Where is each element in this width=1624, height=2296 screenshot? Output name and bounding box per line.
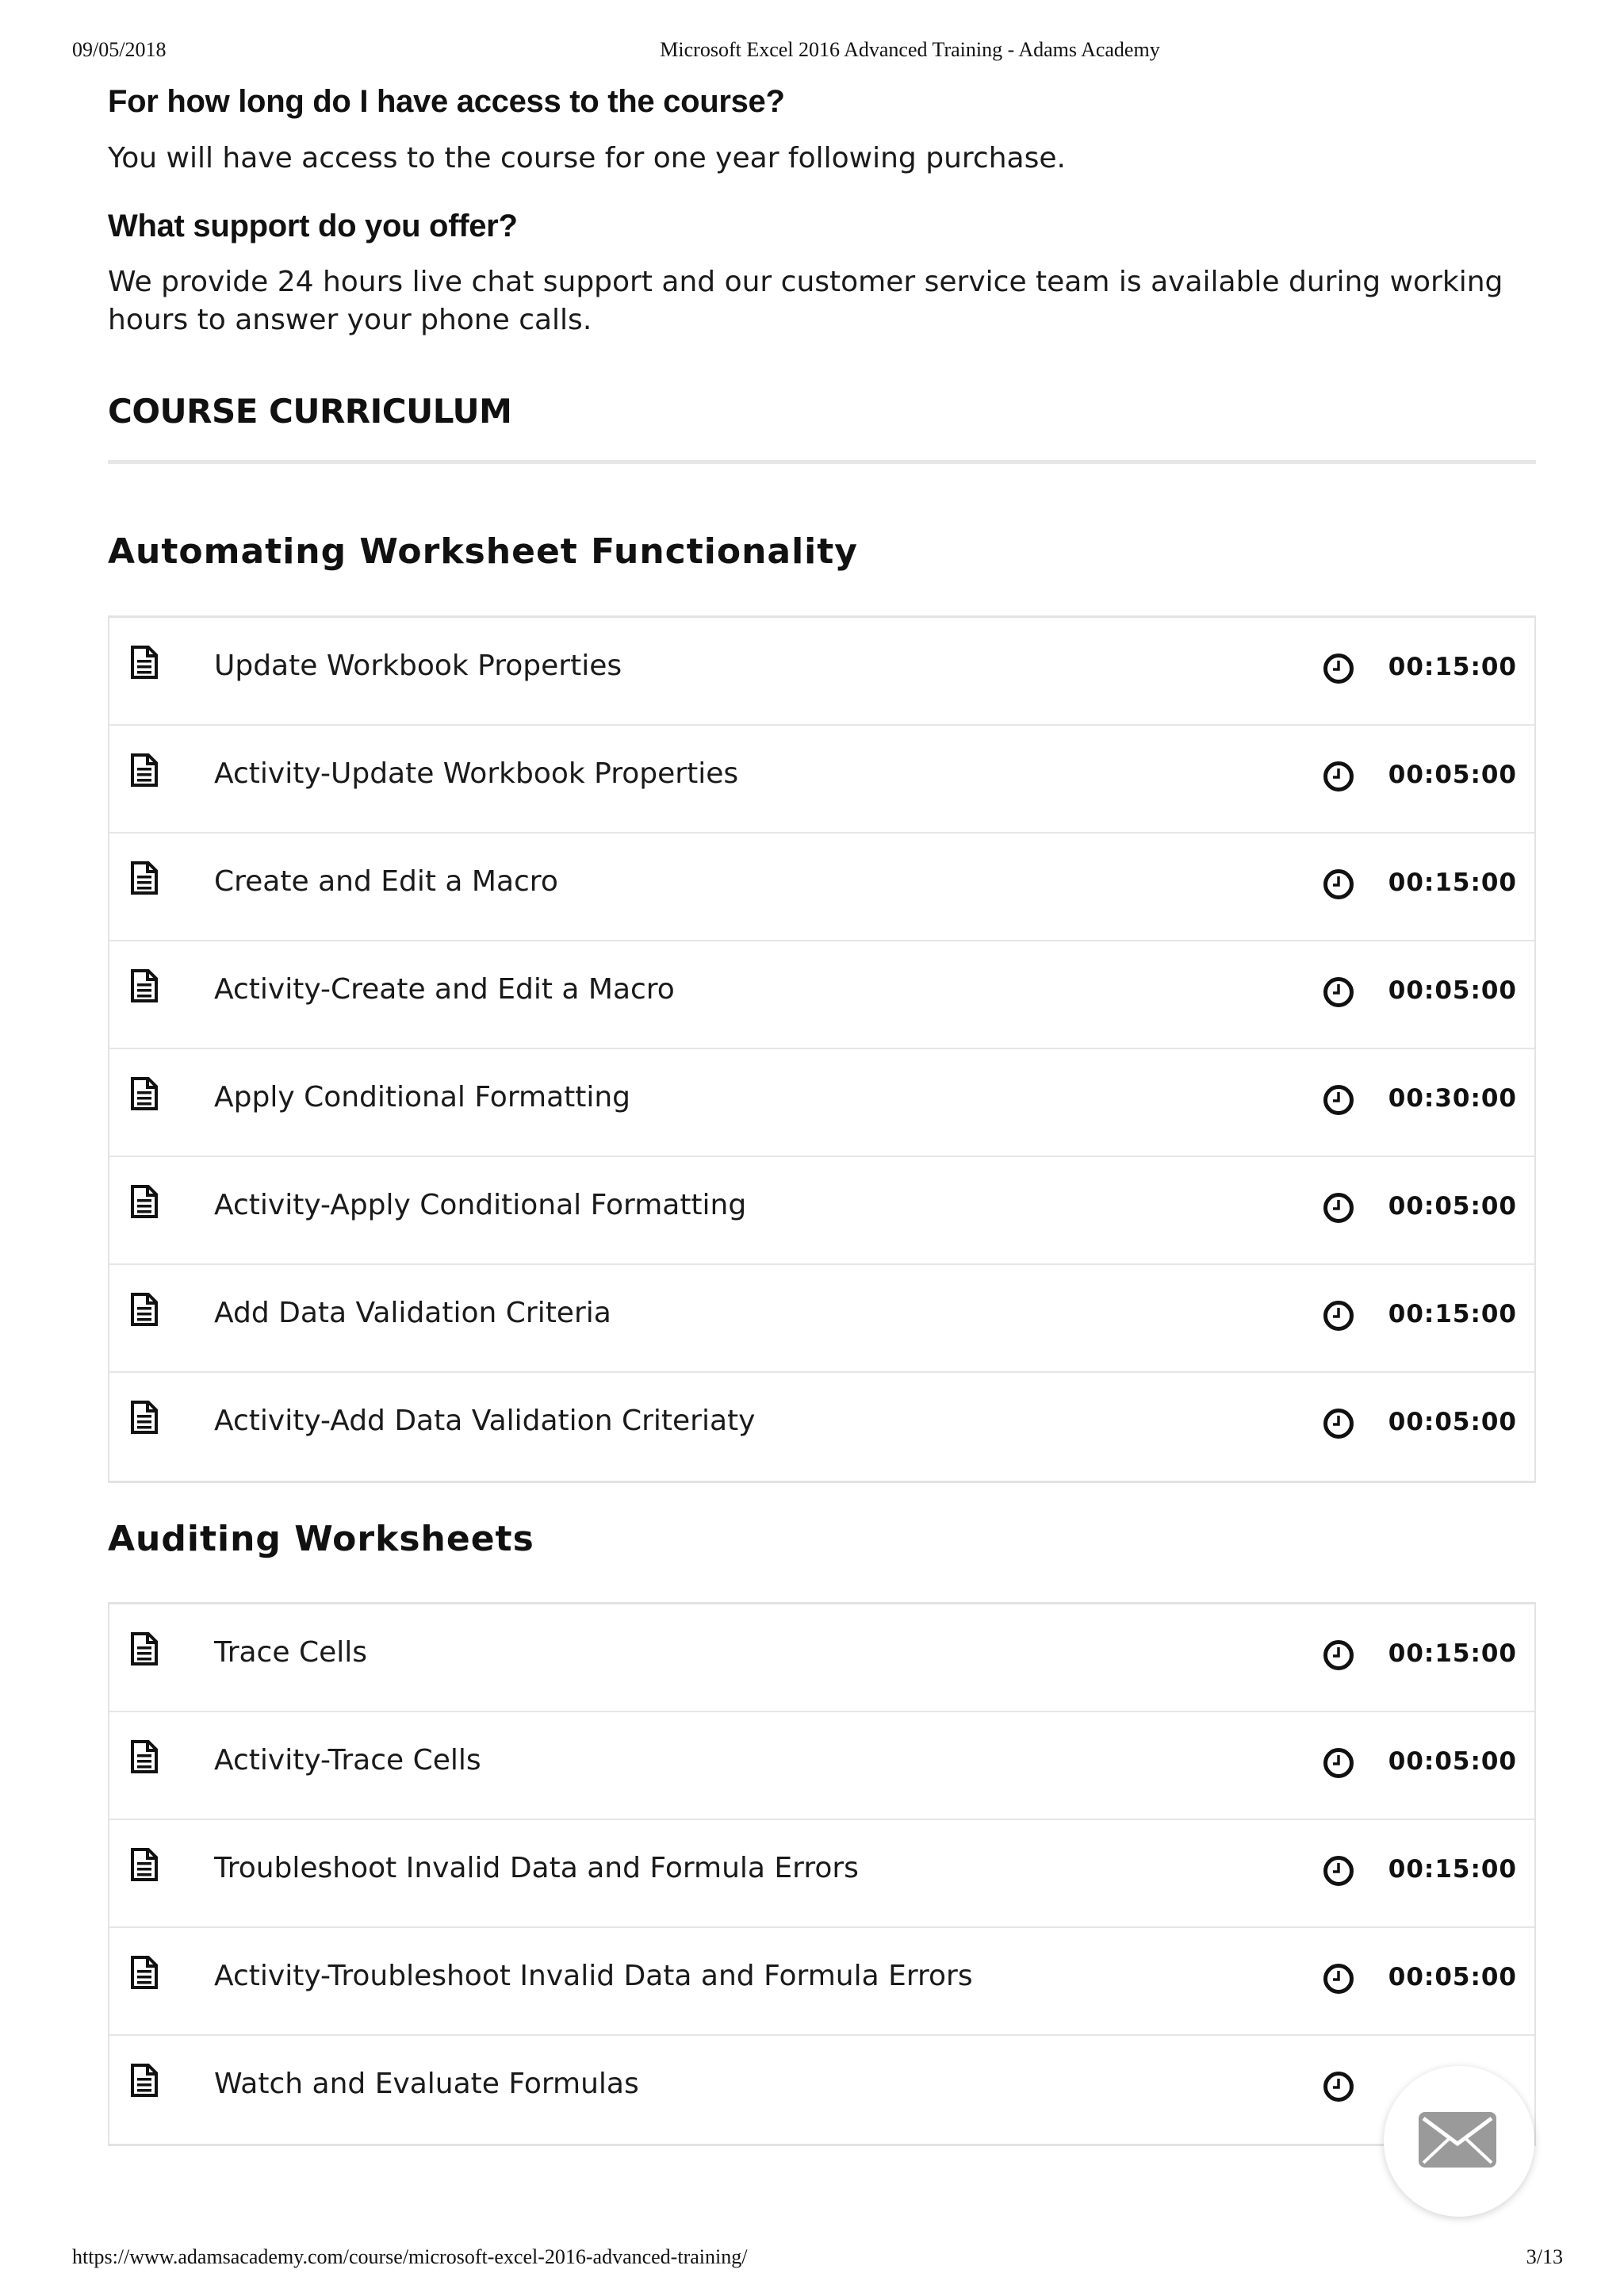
lesson-title: Activity-Apply Conditional Formatting <box>214 1189 747 1221</box>
document-icon <box>130 1955 159 1990</box>
lesson-duration: 00:05:00 <box>1388 1408 1517 1436</box>
lesson-duration: 00:15:00 <box>1388 1855 1517 1884</box>
lesson-row[interactable] <box>109 1820 1534 1928</box>
faq-answer: We provide 24 hours live chat support and our customer service team is available during working hours to answer your phone calls. <box>108 266 1503 336</box>
clock-icon <box>1323 1084 1354 1116</box>
clock-icon <box>1323 1300 1354 1332</box>
lesson-title: Apply Conditional Formatting <box>214 1081 631 1114</box>
chat-button[interactable] <box>1384 2066 1534 2217</box>
clock-icon <box>1323 761 1354 792</box>
lesson-row[interactable] <box>109 941 1534 1049</box>
document-icon <box>130 968 159 1003</box>
lesson-row[interactable] <box>109 1928 1534 2036</box>
document-icon <box>130 1292 159 1327</box>
document-icon <box>130 1847 159 1882</box>
lesson-title: Activity-Add Data Validation Criteriaty <box>214 1405 756 1437</box>
document-icon <box>130 753 159 788</box>
lesson-title: Add Data Validation Criteria <box>214 1297 611 1329</box>
section-title: Auditing Worksheets <box>108 1519 534 1559</box>
lesson-row[interactable] <box>109 726 1534 834</box>
lesson-duration: 00:15:00 <box>1388 1300 1517 1328</box>
clock-icon <box>1323 1408 1354 1439</box>
lesson-duration: 00:15:00 <box>1388 653 1517 681</box>
lesson-row[interactable] <box>109 1157 1534 1265</box>
document-icon <box>130 1076 159 1111</box>
lesson-row[interactable] <box>109 834 1534 941</box>
lesson-row[interactable] <box>109 618 1534 726</box>
lesson-title: Create and Edit a Macro <box>214 865 558 898</box>
lesson-title: Watch and Evaluate Formulas <box>214 2068 639 2100</box>
document-icon <box>130 1184 159 1219</box>
clock-icon <box>1323 2071 1354 2102</box>
lesson-row[interactable] <box>109 1373 1534 1481</box>
faq-question: For how long do I have access to the course? <box>108 84 785 119</box>
mail-icon <box>1419 2112 1496 2168</box>
clock-icon <box>1323 1192 1354 1224</box>
print-footer-url: https://www.adamsacademy.com/course/microsoft-excel-2016-advanced-training/ <box>72 2245 748 2268</box>
clock-icon <box>1323 868 1354 900</box>
lesson-row[interactable] <box>109 1604 1534 1712</box>
clock-icon <box>1323 1639 1354 1671</box>
lesson-title: Trace Cells <box>214 1636 367 1669</box>
print-footer-page-number: 3/13 <box>1526 2245 1563 2268</box>
document-icon <box>130 1739 159 1774</box>
document-icon <box>130 2063 159 2098</box>
divider <box>108 460 1536 464</box>
document-icon <box>130 645 159 680</box>
faq-question: What support do you offer? <box>108 209 518 243</box>
document-icon <box>130 861 159 895</box>
lesson-duration: 00:15:00 <box>1388 1639 1517 1668</box>
lesson-list <box>108 1602 1536 2146</box>
clock-icon <box>1323 1855 1354 1887</box>
print-header-date: 09/05/2018 <box>72 38 167 61</box>
lesson-duration: 00:05:00 <box>1388 976 1517 1005</box>
section-title: Automating Worksheet Functionality <box>108 531 858 572</box>
print-header-title: Microsoft Excel 2016 Advanced Training - Adams Academy <box>660 38 1160 61</box>
lesson-title: Activity-Troubleshoot Invalid Data and Formula Errors <box>214 1960 973 1992</box>
lesson-row[interactable] <box>109 2036 1534 2144</box>
lesson-row[interactable] <box>109 1712 1534 1820</box>
lesson-duration: 00:05:00 <box>1388 761 1517 789</box>
lesson-row[interactable] <box>109 1265 1534 1373</box>
document-icon <box>130 1400 159 1435</box>
clock-icon <box>1323 976 1354 1008</box>
lesson-duration: 00:05:00 <box>1388 1747 1517 1776</box>
lesson-title: Activity-Create and Edit a Macro <box>214 973 675 1006</box>
lesson-title: Update Workbook Properties <box>214 650 622 682</box>
lesson-duration: 00:30:00 <box>1388 1084 1517 1113</box>
lesson-title: Activity-Trace Cells <box>214 1744 481 1777</box>
lesson-duration: 00:05:00 <box>1388 1192 1517 1221</box>
lesson-duration: 00:15:00 <box>1388 868 1517 897</box>
document-icon <box>130 1631 159 1666</box>
lesson-duration: 00:05:00 <box>1388 1963 1517 1991</box>
curriculum-heading: COURSE CURRICULUM <box>108 392 512 431</box>
clock-icon <box>1323 653 1354 684</box>
lesson-list <box>108 615 1536 1483</box>
lesson-title: Troubleshoot Invalid Data and Formula Errors <box>214 1852 859 1884</box>
lesson-title: Activity-Update Workbook Properties <box>214 757 739 790</box>
clock-icon <box>1323 1747 1354 1779</box>
clock-icon <box>1323 1963 1354 1995</box>
faq-answer: You will have access to the course for one year following purchase. <box>108 142 1066 174</box>
lesson-row[interactable] <box>109 1049 1534 1157</box>
